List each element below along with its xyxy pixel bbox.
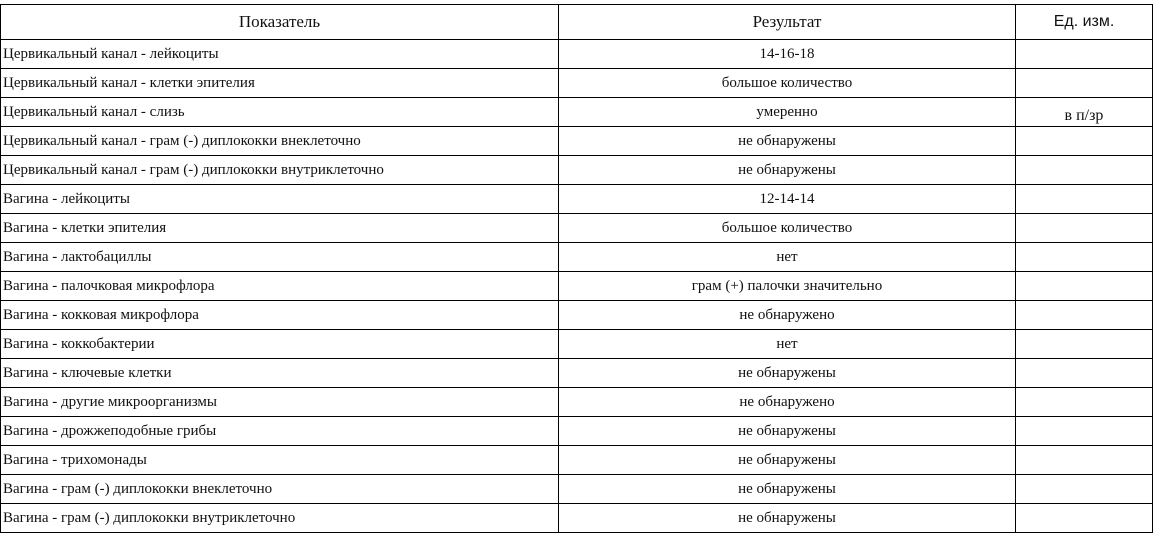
result-cell: грам (+) палочки значительно bbox=[559, 272, 1016, 301]
indicator-cell: Вагина - клетки эпителия bbox=[1, 214, 559, 243]
indicator-cell: Вагина - трихомонады bbox=[1, 446, 559, 475]
table-row bbox=[1, 359, 1153, 388]
indicator-cell: Вагина - лактобациллы bbox=[1, 243, 559, 272]
result-cell: не обнаружены bbox=[559, 156, 1016, 185]
indicator-cell: Цервикальный канал - слизь bbox=[1, 98, 559, 127]
table-row bbox=[1, 40, 1153, 69]
indicator-cell: Цервикальный канал - грам (-) диплококки внеклеточно bbox=[1, 127, 559, 156]
result-cell: не обнаружены bbox=[559, 359, 1016, 388]
result-cell: 12-14-14 bbox=[559, 185, 1016, 214]
table-row bbox=[1, 69, 1153, 98]
unit-cell bbox=[1016, 127, 1153, 156]
result-cell: нет bbox=[559, 243, 1016, 272]
result-cell: не обнаружены bbox=[559, 446, 1016, 475]
unit-cell bbox=[1016, 243, 1153, 272]
header-result: Результат bbox=[559, 5, 1016, 40]
results-table bbox=[0, 4, 1153, 533]
unit-cell bbox=[1016, 185, 1153, 214]
indicator-cell: Вагина - коккобактерии bbox=[1, 330, 559, 359]
unit-cell bbox=[1016, 156, 1153, 185]
unit-cell bbox=[1016, 417, 1153, 446]
unit-cell bbox=[1016, 214, 1153, 243]
table-row bbox=[1, 127, 1153, 156]
indicator-cell: Вагина - лейкоциты bbox=[1, 185, 559, 214]
table-row bbox=[1, 330, 1153, 359]
indicator-cell: Вагина - ключевые клетки bbox=[1, 359, 559, 388]
table-body bbox=[1, 40, 1153, 533]
table-row bbox=[1, 475, 1153, 504]
unit-cell bbox=[1016, 272, 1153, 301]
unit-cell bbox=[1016, 475, 1153, 504]
result-cell: 14-16-18 bbox=[559, 40, 1016, 69]
result-cell: не обнаружены bbox=[559, 127, 1016, 156]
indicator-cell: Вагина - другие микроорганизмы bbox=[1, 388, 559, 417]
unit-cell bbox=[1016, 504, 1153, 533]
header-row bbox=[1, 5, 1153, 40]
table-row bbox=[1, 214, 1153, 243]
result-cell: не обнаружены bbox=[559, 417, 1016, 446]
table-row bbox=[1, 98, 1153, 127]
unit-cell bbox=[1016, 301, 1153, 330]
table-row bbox=[1, 504, 1153, 533]
indicator-cell: Вагина - палочковая микрофлора bbox=[1, 272, 559, 301]
header-indicator: Показатель bbox=[1, 5, 559, 40]
indicator-cell: Цервикальный канал - клетки эпителия bbox=[1, 69, 559, 98]
table-row bbox=[1, 388, 1153, 417]
result-cell: не обнаружены bbox=[559, 504, 1016, 533]
table-row bbox=[1, 243, 1153, 272]
result-cell: умеренно bbox=[559, 98, 1016, 127]
result-cell: не обнаружено bbox=[559, 388, 1016, 417]
result-cell: не обнаружены bbox=[559, 475, 1016, 504]
unit-cell bbox=[1016, 359, 1153, 388]
table-row bbox=[1, 272, 1153, 301]
indicator-cell: Цервикальный канал - лейкоциты bbox=[1, 40, 559, 69]
result-cell: нет bbox=[559, 330, 1016, 359]
unit-cell bbox=[1016, 330, 1153, 359]
indicator-cell: Цервикальный канал - грам (-) диплококки внутриклеточно bbox=[1, 156, 559, 185]
unit-cell bbox=[1016, 69, 1153, 98]
indicator-cell: Вагина - грам (-) диплококки внутриклеточно bbox=[1, 504, 559, 533]
table-row bbox=[1, 417, 1153, 446]
indicator-cell: Вагина - кокковая микрофлора bbox=[1, 301, 559, 330]
indicator-cell: Вагина - грам (-) диплококки внеклеточно bbox=[1, 475, 559, 504]
table-row bbox=[1, 185, 1153, 214]
unit-cell bbox=[1016, 446, 1153, 475]
table-row bbox=[1, 301, 1153, 330]
unit-cell: в п/зр bbox=[1016, 98, 1153, 127]
result-cell: не обнаружено bbox=[559, 301, 1016, 330]
table-row bbox=[1, 446, 1153, 475]
table-row bbox=[1, 156, 1153, 185]
header-unit: Ед. изм. bbox=[1016, 5, 1153, 40]
indicator-cell: Вагина - дрожжеподобные грибы bbox=[1, 417, 559, 446]
table-header bbox=[1, 5, 1153, 40]
result-cell: большое количество bbox=[559, 69, 1016, 98]
result-cell: большое количество bbox=[559, 214, 1016, 243]
unit-cell bbox=[1016, 388, 1153, 417]
unit-cell bbox=[1016, 40, 1153, 69]
